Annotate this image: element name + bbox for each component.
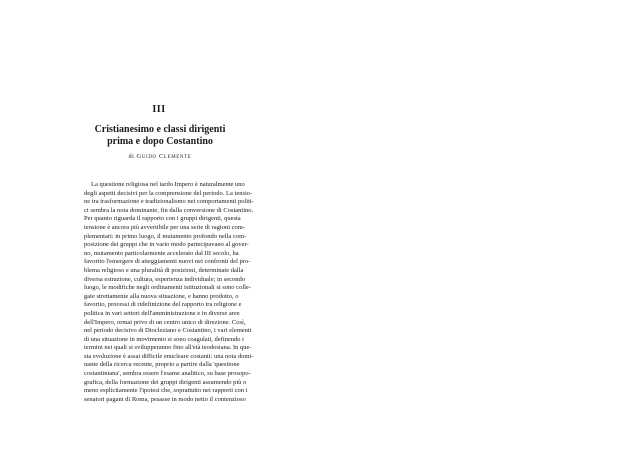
body-line: termini nei quali si svilupperanno fino all'età teodosiana. In que- bbox=[84, 344, 252, 352]
body-line: blema religioso e una pluralità di posizioni, determinate dalla bbox=[84, 266, 244, 274]
body-line: La questione religiosa nel tardo Impero è naturalmente uno bbox=[91, 181, 245, 188]
body-line: luogo, le modifiche negli ordinamenti istituzionali si sono colle- bbox=[84, 284, 251, 292]
body-line: favorito, processi di ridefinizione del rapporto tra religione e bbox=[84, 301, 242, 309]
body-paragraph bbox=[84, 181, 254, 404]
body-line: grafica, della formazione dei gruppi dirigenti assumendo più o bbox=[84, 378, 247, 386]
body-line: gate strettamente alla nuova situazione, e hanno prodotto, o bbox=[84, 292, 239, 300]
body-line: posizione dei gruppi che in vario modo partecipavano al gover- bbox=[84, 241, 249, 249]
body-line: Per quanto riguarda il rapporto con i gruppi dirigenti, questa bbox=[84, 215, 241, 223]
body-line: nel periodo decisivo di Diocleziano e Costantino, i vari elementi bbox=[84, 327, 252, 335]
chapter-title bbox=[70, 124, 250, 148]
author-name: Guido Clemente bbox=[136, 153, 192, 160]
body-line: dell'Impero, ormai privo di un centro unico di direzione. Così, bbox=[84, 318, 246, 326]
author-byline bbox=[70, 153, 250, 160]
body-line: tensione è ancora più avvertibile per una serie di ragioni com- bbox=[84, 223, 245, 231]
body-line: favorito l'emergere di atteggiamenti nuovi nei confronti del pro- bbox=[84, 258, 251, 266]
body-line: politica in vari settori dell'amministrazione e in diverse aree bbox=[84, 309, 240, 317]
chapter-number: III bbox=[152, 104, 166, 115]
body-line: ci sembra la nota dominante, fin dalla conversione di Costantino. bbox=[84, 206, 254, 214]
body-line: di una situazione in movimento si sono coagulati, definendo i bbox=[84, 335, 244, 343]
chapter-title-line-2: prima e dopo Costantino bbox=[107, 136, 213, 147]
body-line: no, mutamento particolarmente accelerato dal III secolo, ha bbox=[84, 249, 239, 257]
body-line: meno esplicitamente l'ipotesi che, soprattutto nei rapporti con i bbox=[84, 387, 248, 395]
body-line: degli aspetti decisivi per la comprensione del periodo. La tensio- bbox=[84, 189, 253, 197]
body-line: sta evoluzione è assai difficile enucleare costanti: una nota domi- bbox=[84, 352, 254, 360]
body-line: diversa estrazione, cultura, esperienza individuale; in secondo bbox=[84, 275, 245, 283]
chapter-title-line-1: Cristianesimo e classi dirigenti bbox=[94, 124, 226, 135]
body-line: ne tra trasformazione e tradizionalismo nei comportamenti politi- bbox=[84, 198, 254, 206]
byline-prefix: di bbox=[128, 154, 135, 160]
body-line: plementari: in primo luogo, il mutamento profondo nella com- bbox=[84, 232, 247, 240]
body-line: senatori pagani di Roma, pesasse in modo netto il contenzioso bbox=[84, 395, 246, 403]
body-line: costantiniana', sembra essere l'esame analitico, su base prosopo- bbox=[84, 370, 251, 378]
body-line: nante della ricerca recente, proprio a partire dalla 'questione bbox=[84, 361, 240, 369]
